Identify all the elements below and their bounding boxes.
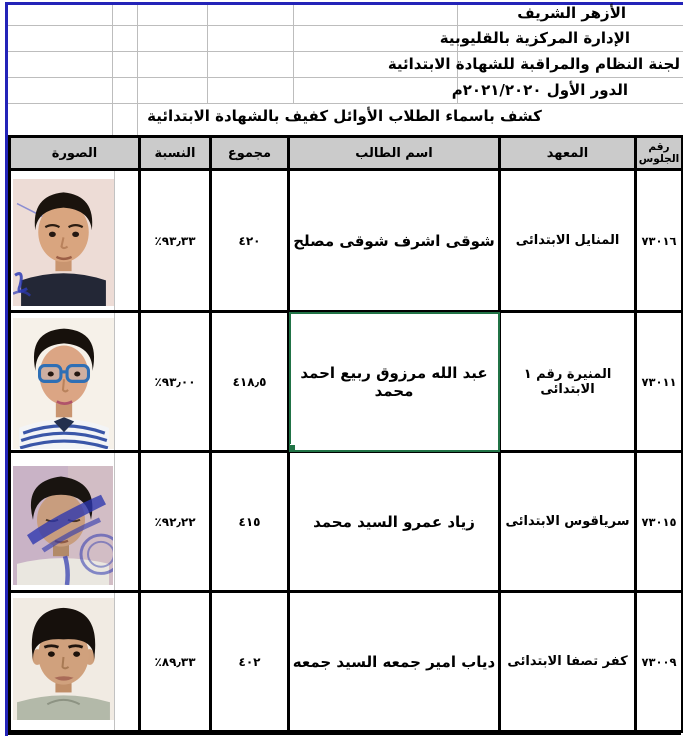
col-header-institute[interactable]: المعهد [500,137,636,170]
org-line-round-year[interactable]: الدور الأول ٢٠٢١/٢٠٢٠م [451,81,628,99]
total-value: ٤١٥ [238,514,261,529]
table-row [10,452,683,592]
gridline [207,5,208,103]
percentage-value: ٪٩٢٫٢٢ [154,514,196,529]
gridline [293,5,294,103]
selection-fill-handle[interactable] [289,444,297,452]
gridline [8,51,683,52]
percentage-cell[interactable] [140,312,211,452]
percentage-cell[interactable] [140,170,211,312]
percentage-value: ٪٨٩٫٣٣ [154,654,196,669]
percentage-cell[interactable] [140,592,211,732]
student-name-cell[interactable]: شوقى اشرف شوقى مصلح [289,170,500,312]
gridline [114,593,115,730]
institute-cell[interactable]: كفر تصفا الابتدائى [500,592,636,732]
student-name-cell[interactable]: زياد عمرو السيد محمد [289,452,500,592]
student-photo [13,466,113,585]
student-photo [13,179,114,306]
student-name: عبد الله مرزوق ربيع احمد محمد [300,363,488,400]
col-header-student-name[interactable]: اسم الطالب [289,137,500,170]
institute-cell[interactable]: المنيرة رقم ١ الابتدائى [500,312,636,452]
percentage-value: ٪٩٣٫٠٠ [154,374,196,389]
percentage-value: ٪٩٣٫٣٣ [154,233,196,248]
col-header-photo[interactable]: الصورة [10,137,140,170]
seat-number-cell[interactable]: ٧٣٠١٥ [636,452,683,592]
gridline [8,103,683,104]
results-table [8,135,683,733]
photo-cell[interactable] [10,312,140,452]
table-bottom-border [8,731,681,735]
gridline [8,25,683,26]
table-row [10,312,683,452]
gridline [114,313,115,450]
photo-cell[interactable] [10,170,140,312]
seat-number-cell[interactable]: ٧٣٠١١ [636,312,683,452]
student-name-cell[interactable]: دياب امير جمعه السيد جمعه [289,592,500,732]
gridline [114,171,115,310]
table-header-row [10,137,683,170]
student-photo [13,318,115,449]
student-photo [13,598,114,720]
total-cell[interactable] [211,592,289,732]
total-cell[interactable] [211,170,289,312]
percentage-cell[interactable] [140,452,211,592]
student-name-cell-selected[interactable] [289,312,500,452]
seat-number-cell[interactable]: ٧٣٠٠٩ [636,592,683,732]
org-line-directorate[interactable]: الإدارة المركزية بالقليوبية [439,29,630,47]
total-cell[interactable] [211,312,289,452]
gridline [8,77,683,78]
total-cell[interactable] [211,452,289,592]
col-header-total[interactable]: مجموع [211,137,289,170]
table-row [10,170,683,312]
sheet-title[interactable]: كشف باسماء الطلاب الأوائل كفيف بالشهادة الابتدائية [147,107,542,125]
org-line-committee[interactable]: لجنة النظام والمراقبة للشهادة الابتدائية [387,55,680,73]
total-value: ٤٢٠ [238,233,261,248]
institute-cell[interactable]: المنايل الابتدائى [500,170,636,312]
institute-cell[interactable]: سرياقوس الابتدائى [500,452,636,592]
total-value: ٤٠٢ [238,654,261,669]
photo-cell[interactable] [10,452,140,592]
col-header-percentage[interactable]: النسبة [140,137,211,170]
photo-cell[interactable] [10,592,140,732]
table-row [10,592,683,732]
gridline [114,453,115,590]
seat-number-cell[interactable]: ٧٣٠١٦ [636,170,683,312]
org-line-azhar[interactable]: الأزهر الشريف [517,4,626,22]
col-header-seat-number[interactable]: رقم الجلوس [636,137,683,170]
total-value: ٤١٨٫٥ [232,374,267,389]
